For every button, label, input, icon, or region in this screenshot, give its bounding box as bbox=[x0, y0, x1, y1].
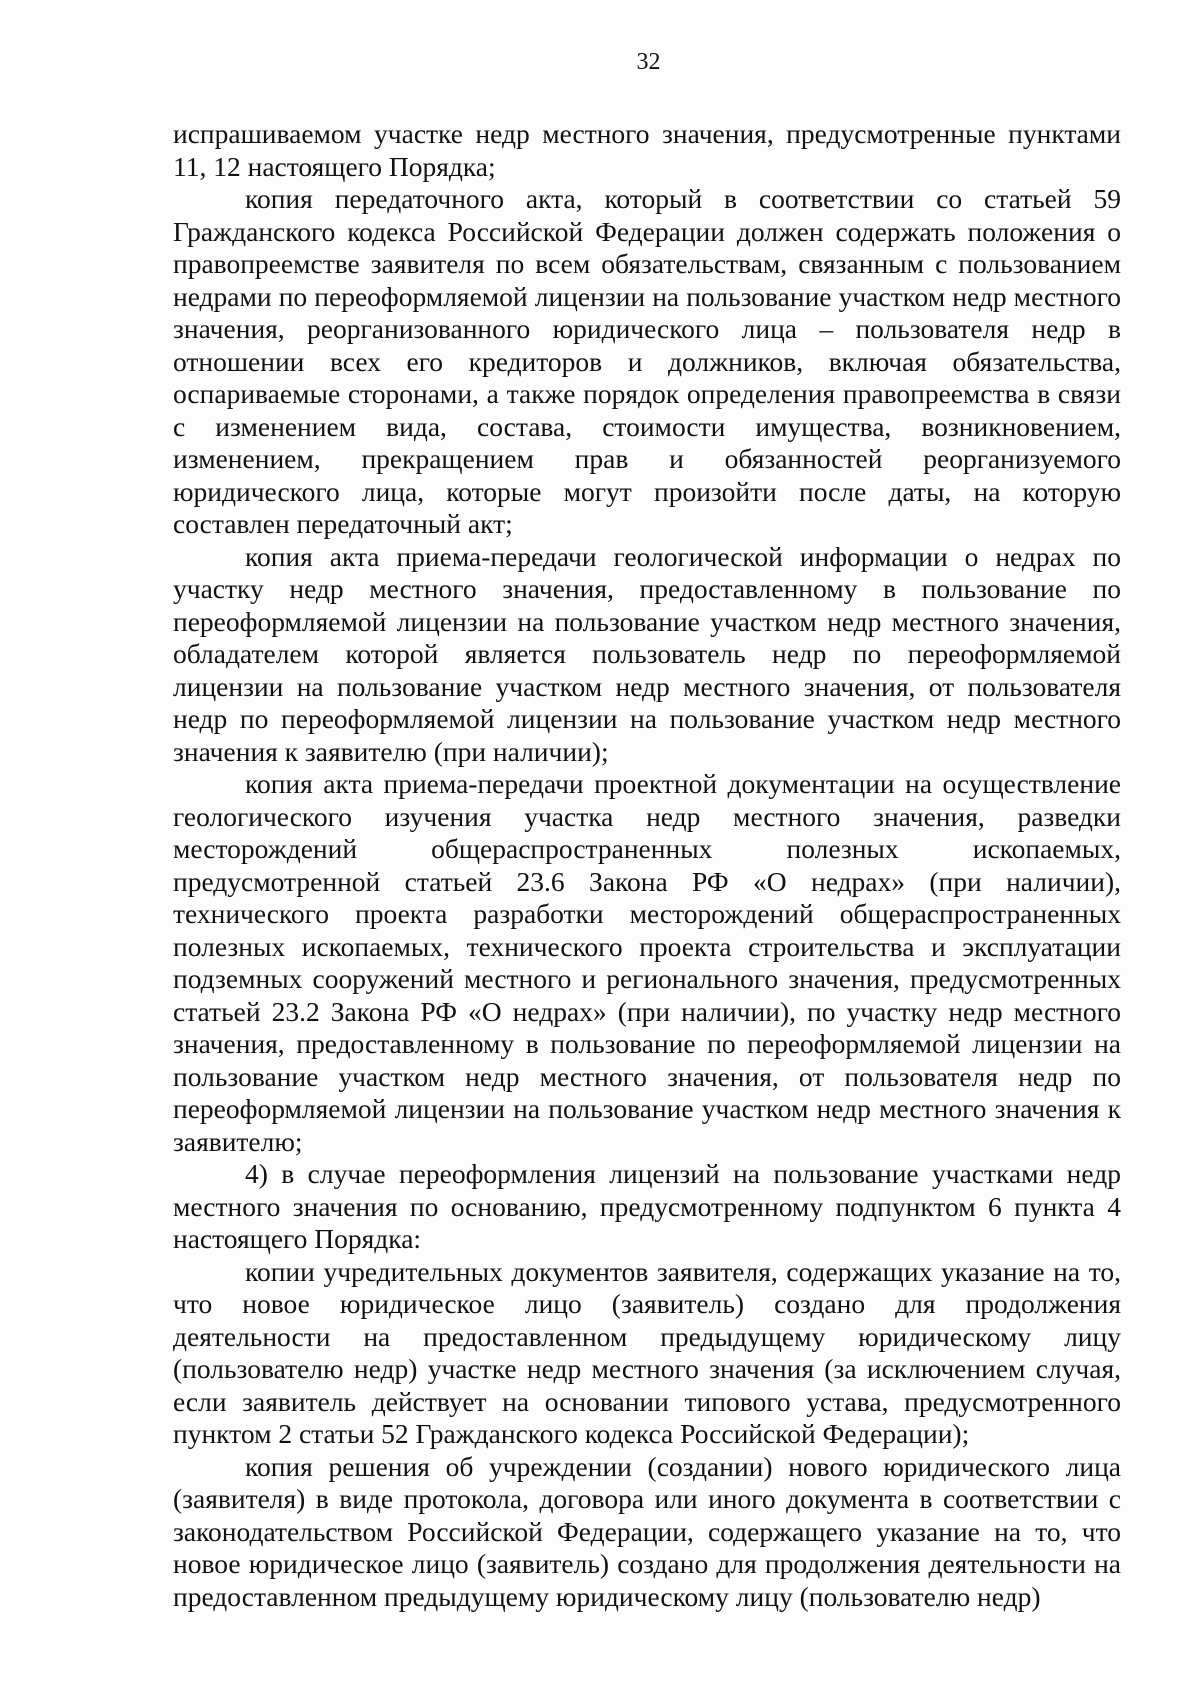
paragraph-founding-documents: копии учредительных документов заявителя, содержащих указание на то, что новое юридическое лицо (заявитель) создано для продолжения деятельности на предоставленном предыдущему юридическому лицу (пользователю недр) участке недр местного значения (за исключением случая, если заявитель действует на основании типового устава, предусмотренного пунктом 2 статьи 52 Гражданского кодекса Российской Федерации); bbox=[173, 1255, 1121, 1449]
paragraph-transfer-act: копия передаточного акта, который в соответствии со статьей 59 Гражданского кодекса Российской Федерации должен содержать положения о правопреемстве заявителя по всем обязательствам, связанным с пользованием недрами по переоформляемой лицензии на пользование участком недр местного значения, реорганизованного юридического лица – пользователя недр в отношении всех его кредиторов и должников, включая обязательства, оспариваемые сторонами, а также порядок определения правопреемства в связи с изменением вида, состава, стоимости имущества, возникновением, изменением, прекращением прав и обязанностей реорганизуемого юридического лица, которые могут произойти после даты, на которую составлен передаточный акт; bbox=[173, 183, 1121, 539]
paragraph-item-4: 4) в случае переоформления лицензий на пользование участками недр местного значения по основанию, предусмотренному подпунктом 6 пункта 4 настоящего Порядка: bbox=[173, 1158, 1121, 1254]
paragraph-continuation: испрашиваемом участке недр местного значения, предусмотренные пунктами 11, 12 настоящего Порядка; bbox=[173, 118, 1121, 182]
page-number: 32 bbox=[636, 49, 661, 75]
paragraph-founding-decision: копия решения об учреждении (создании) нового юридического лица (заявителя) в виде протокола, договора или иного документа в соответствии с законодательством Российской Федерации, содержащего указание на то, что новое юридическое лицо (заявитель) создано для продолжения деятельности на предоставленном предыдущему юридическому лицу (пользователю недр) bbox=[173, 1450, 1121, 1612]
paragraph-project-documentation-act: копия акта приема-передачи проектной документации на осуществление геологического изучения участка недр местного значения, разведки месторождений общераспространенных полезных ископаемых, предусмотренной статьей 23.6 Закона РФ «О недрах» (при наличии), технического проекта разработки месторождений общераспространенных полезных ископаемых, технического проекта строительства и эксплуатации подземных сооружений местного и регионального значения, предусмотренных статьей 23.2 Закона РФ «О недрах» (при наличии), по участку недр местного значения, предоставленному в пользование по переоформляемой лицензии на пользование участком недр местного значения, от пользователя недр по переоформляемой лицензии на пользование участком недр местного значения к заявителю; bbox=[173, 768, 1121, 1157]
document-body bbox=[173, 118, 1121, 1613]
paragraph-geological-info-act: копия акта приема-передачи геологической информации о недрах по участку недр местного значения, предоставленному в пользование по переоформляемой лицензии на пользование участком недр местного значения, обладателем которой является пользователь недр по переоформляемой лицензии на пользование участком недр местного значения, от пользователя недр по переоформляемой лицензии на пользование участком недр местного значения к заявителю (при наличии); bbox=[173, 540, 1121, 767]
